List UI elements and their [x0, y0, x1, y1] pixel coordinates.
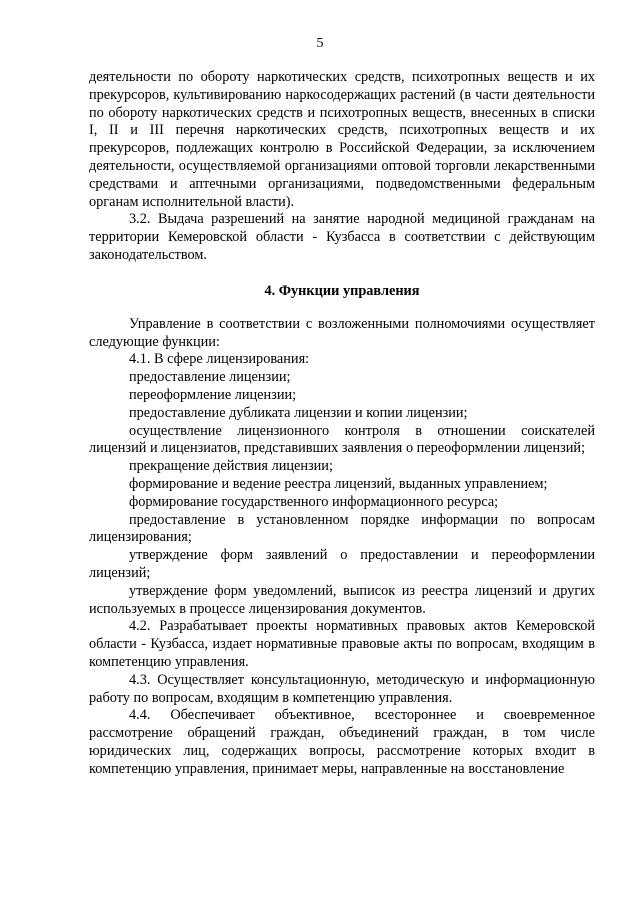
licensing-function-item: прекращение действия лицензии; — [129, 458, 333, 475]
item-4-1-paragraph: 4.1. В сфере лицензирования: — [129, 351, 310, 368]
licensing-function-item: утверждение форм заявлений о предоставлении и переоформлении лицензий; — [89, 547, 595, 581]
section-4-heading: 4. Функции управления — [264, 282, 420, 299]
item-4-3-paragraph: 4.3. Осуществляет консультационную, методическую и информационную работу по вопросам, входящим в компетенцию управления. — [89, 671, 595, 706]
licensing-function-item: предоставление лицензии; — [129, 369, 291, 386]
licensing-function-item: предоставление дубликата лицензии и копии лицензии; — [129, 404, 468, 421]
document-body — [89, 69, 595, 778]
licensing-function-item: осуществление лицензионного контроля в отношении соискателей лицензий и лицензиатов, представивших заявления о переоформлении лицензий; — [89, 422, 595, 457]
item-4-2-paragraph: 4.2. Разрабатывает проекты нормативных правовых актов Кемеровской области - Кузбасса, издает нормативные правовые акты по вопросам, входящим в компетенцию управления. — [89, 618, 595, 670]
page-number: 5 — [316, 36, 324, 51]
licensing-function-item: утверждение форм уведомлений, выписок из реестра лицензий и других используемых в процессе лицензирования документов. — [89, 582, 595, 617]
licensing-function-item: переоформление лицензии; — [129, 386, 297, 403]
licensing-function-item: формирование и ведение реестра лицензий, выданных управлением; — [129, 475, 548, 492]
licensing-function-item: предоставление в установленном порядке информации по вопросам лицензирования; — [89, 511, 595, 546]
item-3-2-paragraph: 3.2. Выдача разрешений на занятие народной медициной гражданам на территории Кемеровской области - Кузбасса в соответствии с действующим законодательством. — [89, 211, 595, 263]
licensing-function-item: формирование государственного информационного ресурса; — [129, 493, 499, 510]
section-4-intro-paragraph: Управление в соответствии с возложенными полномочиями осуществляет следующие функции: — [89, 315, 595, 350]
section-3-continuation-paragraph: деятельности по обороту наркотических средств, психотропных веществ и их прекурсоров, культивированию наркосодержащих растений (в части деятельности по обороту наркотических средств и психотропных веществ, внесенных в списки I, II и III перечня наркотических средств, психотропных веществ и их прекурсоров, подлежащих контролю в Российской Федерации, за исключением деятельности, осуществляемой организациями оптовой торговли лекарственными средствами и аптечными организациями, подведомственными федеральным органам исполнительной власти). — [89, 69, 595, 210]
item-4-4-paragraph: 4.4. Обеспечивает объективное, всестороннее и своевременное рассмотрение обращений граждан, объединений граждан, в том числе юридических лиц, содержащих вопросы, рассмотрение которых входит в компетенцию управления, принимает меры, направленные на восстановление — [89, 707, 595, 777]
